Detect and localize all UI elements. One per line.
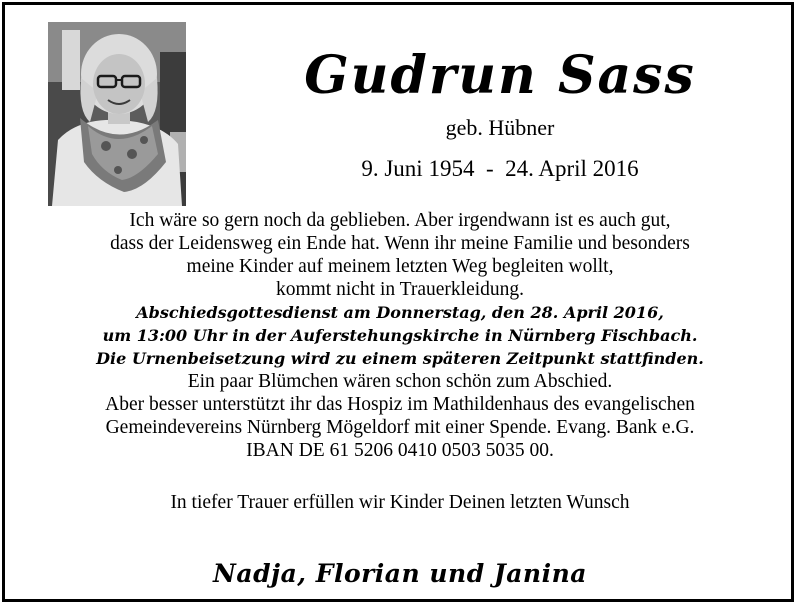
service-info-line: um 13:00 Uhr in der Auferstehungskirche in Nürnberg Fischbach.	[102, 326, 698, 345]
body-line: Ich wäre so gern noch da geblieben. Aber irgendwann ist es auch gut,	[129, 210, 671, 231]
body-line: Aber besser unterstützt ihr das Hospiz im Mathildenhaus des evangelischen	[105, 394, 695, 415]
portrait-photo	[48, 22, 186, 206]
body-line: kommt nicht in Trauerkleidung.	[275, 279, 525, 300]
deceased-name: Gudrun Sass	[304, 45, 696, 106]
signature: Nadja, Florian und Janina	[213, 559, 587, 588]
closing-line: In tiefer Trauer erfüllen wir Kinder Deinen letzten Wunsch	[170, 492, 630, 513]
life-dates: 9. Juni 1954 - 24. April 2016	[361, 156, 639, 181]
body-line: Gemeindevereins Nürnberg Mögeldorf mit einer Spende. Evang. Bank e.G.	[105, 417, 695, 438]
body-line: Ein paar Blümchen wären schon schön zum Abschied.	[187, 371, 613, 392]
body-line: dass der Leidensweg ein Ende hat. Wenn ihr meine Familie und besonders	[110, 233, 690, 254]
notice-body	[10, 209, 790, 462]
iban-line: IBAN DE 61 5206 0410 0503 5035 00.	[246, 440, 554, 461]
service-info-line: Die Urnenbeisetzung wird zu einem späteren Zeitpunkt stattfinden.	[96, 349, 704, 368]
body-line: meine Kinder auf meinem letzten Weg begleiten wollt,	[186, 256, 614, 277]
service-info-line: Abschiedsgottesdienst am Donnerstag, den 28. April 2016,	[136, 303, 664, 322]
birth-name: geb. Hübner	[445, 115, 555, 140]
